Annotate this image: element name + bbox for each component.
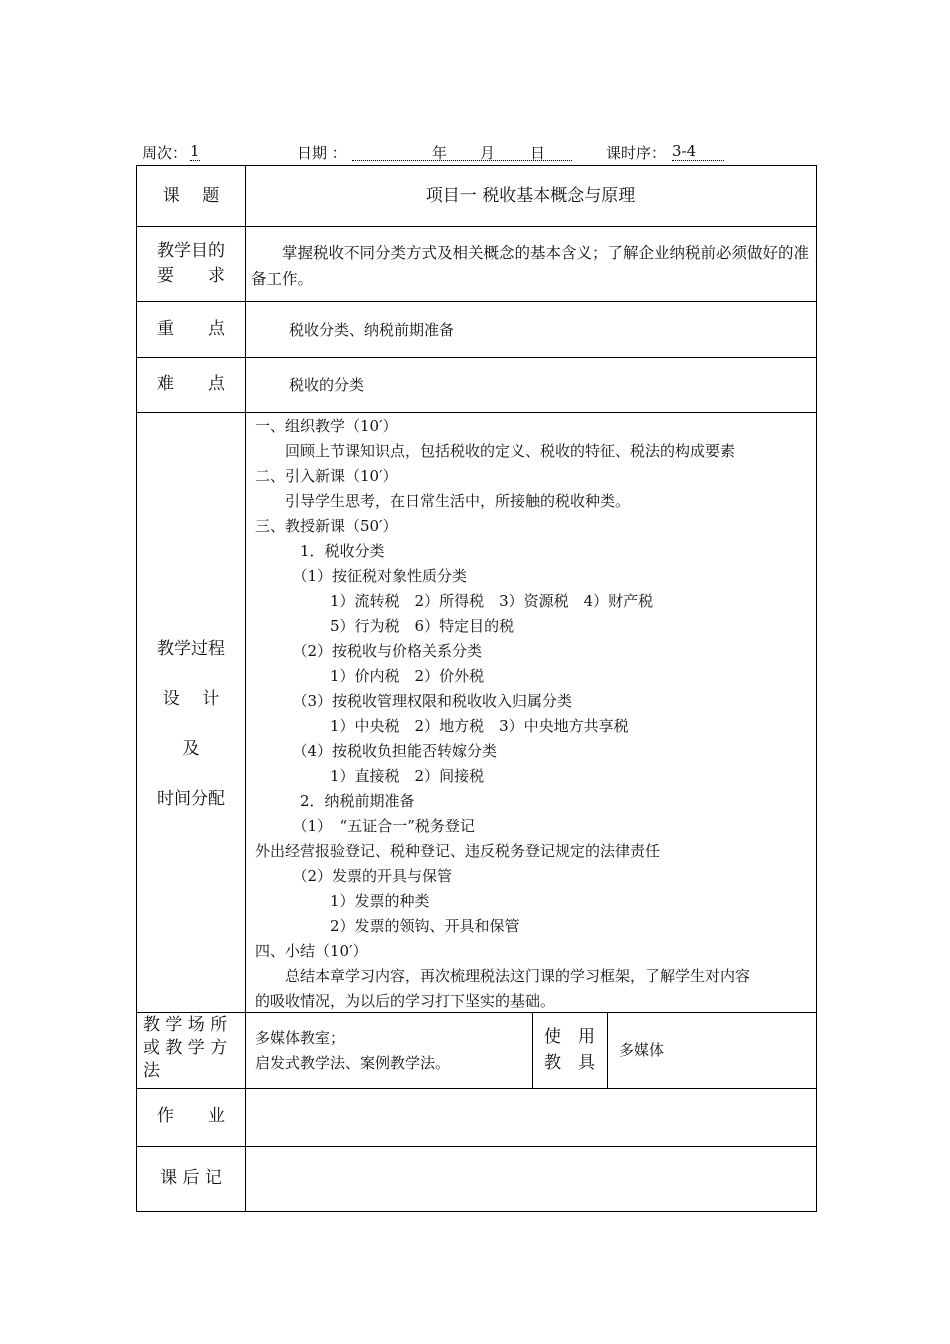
process-line: （1） “五证合一”税务登记	[255, 817, 475, 835]
process-line: 2）发票的领钩、开具和保管	[255, 917, 520, 935]
process-line: 1）流转税 2）所得税 3）资源税 4）财产税	[255, 592, 654, 610]
difficult-label: 难 点	[157, 374, 225, 394]
week-value-text: 1	[190, 142, 200, 160]
goal-value: 掌握税收不同分类方式及相关概念的基本含义；了解企业纳税前必须做好的准备工作。	[251, 244, 810, 288]
topic-value: 项目一 税收基本概念与原理	[425, 186, 636, 206]
week-label: 周次：	[142, 144, 188, 162]
notes-label: 课 后 记	[160, 1168, 222, 1188]
homework-label: 作 业	[157, 1106, 225, 1126]
row-divider-4	[137, 412, 816, 413]
key-value: 税收分类、纳税前期准备	[289, 321, 455, 339]
process-line: （3）按税收管理权限和税收收入归属分类	[255, 692, 573, 710]
tools-label	[532, 1024, 607, 1076]
topic-label: 课 题	[162, 186, 220, 206]
date-label: 日期 ：	[297, 144, 347, 162]
process-line: 1）直接税 2）间接税	[255, 767, 485, 785]
process-line: 总结本章学习内容，再次梳理税法这门课的学习框架，了解学生对内容	[255, 967, 751, 985]
process-line: 三、教授新课（50′）	[255, 517, 398, 535]
goal-label-line1: 教学目的	[157, 241, 225, 261]
day-text: 日	[530, 144, 546, 162]
place-value-line1: 多媒体教室；	[255, 1029, 346, 1047]
place-label-line2: 或 教 学 方	[143, 1038, 228, 1058]
tools-label-line1: 使 用	[544, 1027, 595, 1047]
key-label: 重 点	[157, 319, 225, 339]
place-value-line2: 启发式教学法、案例教学法。	[255, 1054, 451, 1072]
date-field	[352, 142, 572, 161]
process-line: 2．纳税前期准备	[255, 792, 415, 810]
place-label-line3: 法	[143, 1061, 160, 1081]
process-line: （2）按税收与价格关系分类	[255, 642, 483, 660]
goal-label	[137, 239, 245, 289]
process-line: 引导学生思考，在日常生活中，所接触的税收种类。	[255, 492, 631, 510]
row-divider-3	[137, 357, 816, 358]
goal-label-line2: 要 求	[157, 266, 225, 286]
process-label-line1: 教学过程	[157, 639, 225, 659]
process-line: 一、组织教学（10′）	[255, 417, 398, 435]
row-divider-1	[137, 226, 816, 227]
process-line: 二、引入新课（10′）	[255, 467, 398, 485]
process-line: 回顾上节课知识点，包括税收的定义、税收的特征、税法的构成要素	[255, 442, 736, 460]
process-label-line4: 时间分配	[157, 789, 225, 809]
lesson-plan-table	[136, 165, 817, 1212]
period-value-text: 3-4	[672, 142, 724, 161]
place-label-line1: 教 学 场 所	[143, 1015, 228, 1035]
process-label-line3: 及	[182, 739, 200, 759]
period-label: 课时序：	[606, 144, 667, 162]
process-line: 四、小结（10′）	[255, 942, 368, 960]
tools-label-line2: 教 具	[544, 1053, 595, 1073]
process-content	[255, 414, 750, 1014]
tools-value: 多媒体	[619, 1041, 665, 1059]
month-text: 月	[480, 144, 496, 162]
row-divider-2	[137, 301, 816, 302]
difficult-value: 税收的分类	[289, 376, 365, 394]
row-divider-7	[137, 1146, 816, 1147]
process-label-line2: 设 计	[162, 689, 220, 709]
process-line: （4）按税收负担能否转嫁分类	[255, 742, 498, 760]
process-line: 外出经营报验登记、税种登记、违反税务登记规定的法律责任	[255, 842, 661, 860]
year-text: 年	[432, 144, 448, 162]
method-divider-2	[607, 1012, 608, 1088]
process-line: 1）中央税 2）地方税 3）中央地方共享税	[255, 717, 629, 735]
process-line: 1）价内税 2）价外税	[255, 667, 485, 685]
place-label	[143, 1014, 243, 1083]
process-line: 1）发票的种类	[255, 892, 430, 910]
process-line: （2）发票的开具与保管	[255, 867, 453, 885]
process-line: 的吸收情况，为以后的学习打下坚实的基础。	[255, 992, 556, 1010]
row-divider-6	[137, 1088, 816, 1089]
process-line: 5）行为税 6）特定目的税	[255, 617, 515, 635]
process-line: 1．税收分类	[255, 542, 385, 560]
label-column-divider	[245, 166, 246, 1211]
process-label	[137, 624, 245, 824]
process-line: （1）按征税对象性质分类	[255, 567, 468, 585]
place-value	[255, 1026, 450, 1076]
